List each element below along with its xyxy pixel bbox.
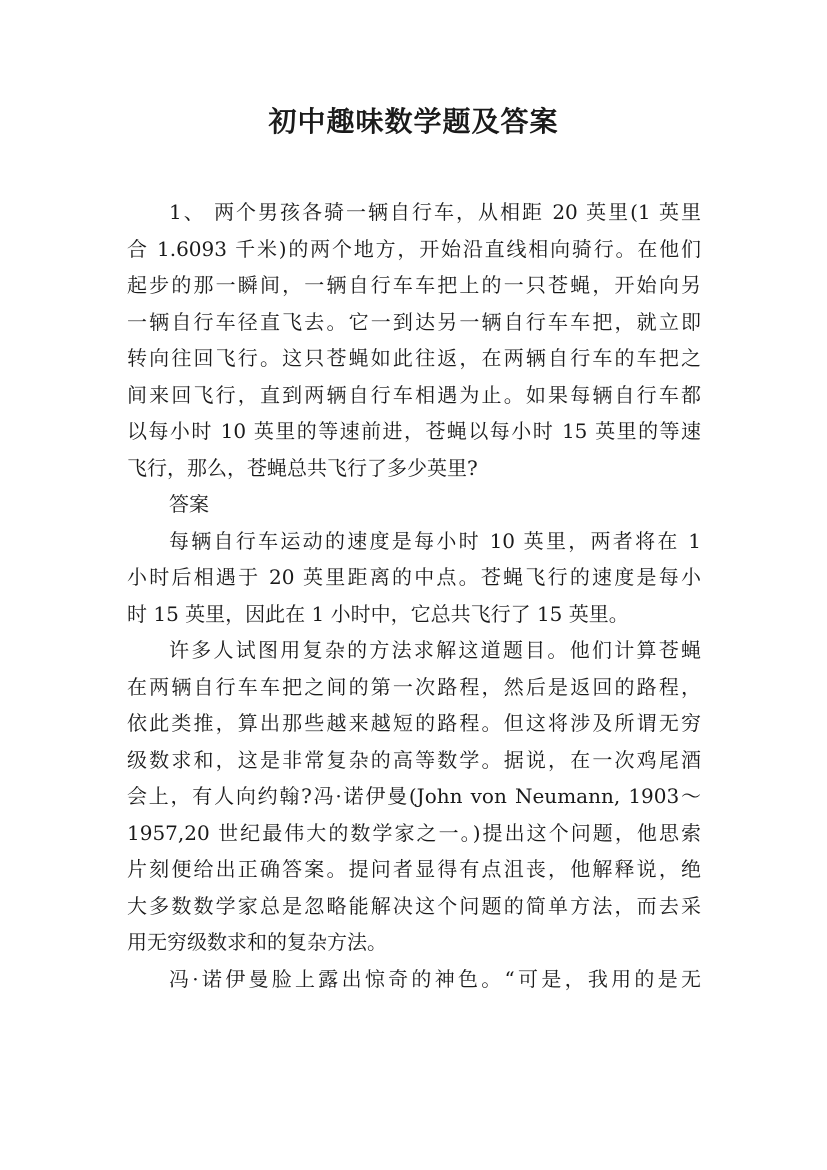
page-title: 初中趣味数学题及答案 (268, 105, 559, 138)
text-line: 以每小时 10 英里的等速前进，苍蝇以每小时 15 英里的等速 (127, 419, 701, 443)
text-line: 飞行，那么，苍蝇总共飞行了多少英里? (127, 455, 478, 480)
question-paragraph (127, 194, 701, 486)
text-line: 1957,20 世纪最伟大的数学家之一。)提出这个问题，他思索 (127, 820, 701, 845)
closing-paragraph (127, 961, 701, 998)
text-line: 片刻便给出正确答案。提问者显得有点沮丧，他解释说，绝 (127, 857, 701, 881)
text-line: 级数求和，这是非常复杂的高等数学。据说，在一次鸡尾酒 (127, 747, 701, 772)
text-line: 许多人试图用复杂的方法求解这道题目。他们计算苍蝇 (169, 638, 701, 662)
story-paragraph (127, 632, 701, 961)
text-line: 起步的那一瞬间，一辆自行车车把上的一只苍蝇，开始向另 (127, 273, 701, 297)
answer-label: 答案 (169, 492, 209, 516)
text-line: 会上，有人向约翰?冯·诺伊曼(John von Neumann, 1903～ (127, 784, 701, 808)
text-line: 间来回飞行，直到两辆自行车相遇为止。如果每辆自行车都 (127, 382, 701, 407)
text-line: 一辆自行车径直飞去。它一到达另一辆自行车车把，就立即 (127, 309, 701, 334)
text-line: 冯·诺伊曼脸上露出惊奇的神色。“可是，我用的是无 (169, 966, 701, 991)
text-line: 在两辆自行车车把之间的第一次路程，然后是返回的路程， (127, 674, 701, 699)
text-line: 大多数数学家总是忽略能解决这个问题的简单方法，而去采 (127, 893, 701, 918)
text-line: 每辆自行车运动的速度是每小时 10 英里，两者将在 1 (169, 528, 701, 553)
text-line: 小时后相遇于 20 英里距离的中点。苍蝇飞行的速度是每小 (127, 565, 701, 589)
text-line: 转向往回飞行。这只苍蝇如此往返，在两辆自行车的车把之 (127, 346, 701, 370)
document-body (127, 194, 701, 997)
text-line: 合 1.6093 千米)的两个地方，开始沿直线相向骑行。在他们 (127, 236, 701, 261)
text-line: 时 15 英里，因此在 1 小时中，它总共飞行了 15 英里。 (127, 601, 629, 626)
text-line: 1、 两个男孩各骑一辆自行车，从相距 20 英里(1 英里 (169, 200, 701, 224)
answer-label-paragraph (127, 486, 701, 523)
text-line: 依此类推，算出那些越来越短的路程。但这将涉及所谓无穷 (127, 711, 701, 735)
answer-paragraph (127, 523, 701, 633)
text-line: 用无穷级数求和的复杂方法。 (127, 930, 387, 954)
